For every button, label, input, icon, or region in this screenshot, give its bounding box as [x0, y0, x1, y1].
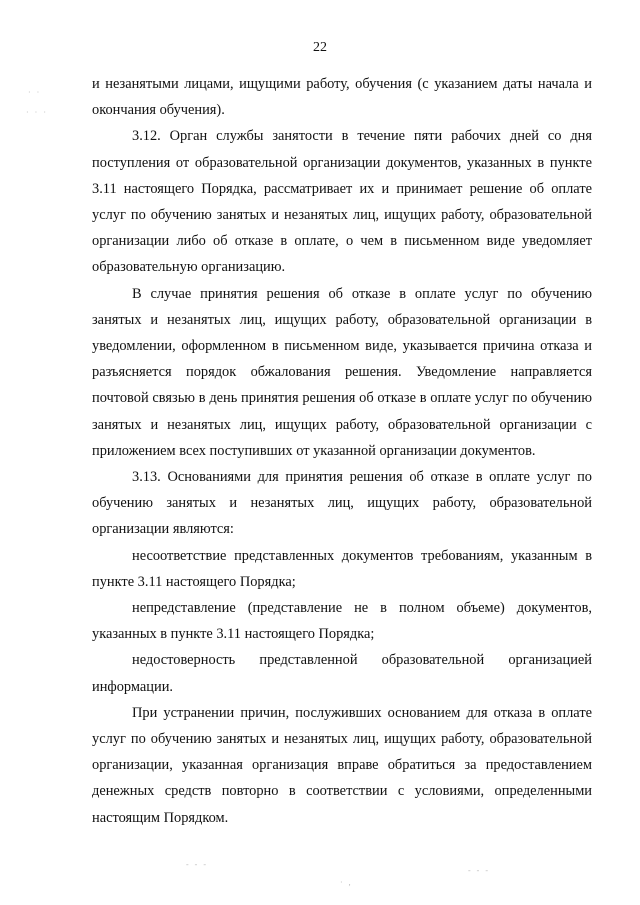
list-item-unreliability: недостоверность представленной образовательной организацией информации.	[92, 652, 592, 695]
scan-artifact: · ·	[28, 88, 42, 97]
paragraph-3-12: 3.12. Орган службы занятости в течение пяти рабочих дней со дня поступления от образовательной организации документов, указанных в пункте 3.11 настоящего Порядка, рассматривает их и принимает решение об оплате услуг по обучению занятых и незанятых лиц, ищущих работу, образовательной организации либо об отказе в оплате, о чем в письменном виде уведомляет образовательную организацию.	[92, 128, 592, 276]
paragraph-3-13: 3.13. Основаниями для принятия решения об отказе в оплате услуг по обучению занятых и незанятых лиц, ищущих работу, образовательной организации являются:	[92, 469, 592, 538]
page-number: 22	[313, 40, 327, 55]
scan-artifact: · ,	[340, 878, 353, 887]
document-body	[92, 71, 592, 831]
scan-artifact: · · ·	[26, 108, 48, 117]
paragraph-reapplication: При устранении причин, послуживших основанием для отказа в оплате услуг по обучению занятых и незанятых лиц, ищущих работу, образовательной организации, указанная организация вправе обратиться за предоставлением денежных средств повторно в соответствии с условиями, определенными настоящим Порядком.	[92, 704, 592, 826]
scan-artifact: - - -	[468, 866, 490, 875]
paragraph-refusal-notice: В случае принятия решения об отказе в оплате услуг по обучению занятых и незанятых лиц, ищущих работу, образовательной организации в уведомлении, оформленном в письменном виде, указывается причина отказа и разъясняется порядок обжалования решения. Уведомление направляется почтовой связью в день принятия решения об отказе в оплате услуг по обучению занятых и незанятых лиц, ищущих работу, образовательной организации с приложением всех поступивших от указанной организации документов.	[92, 285, 592, 459]
scan-artifact: - - -	[186, 860, 208, 869]
list-item-noncompliance: несоответствие представленных документов требованиям, указанным в пункте 3.11 настоящего Порядка;	[92, 547, 592, 590]
paragraph-continuation: и незанятыми лицами, ищущими работу, обучения (с указанием даты начала и окончания обучения).	[92, 76, 592, 119]
list-item-nonsubmission: непредставление (представление не в полном объеме) документов, указанных в пункте 3.11 настоящего Порядка;	[92, 600, 592, 643]
